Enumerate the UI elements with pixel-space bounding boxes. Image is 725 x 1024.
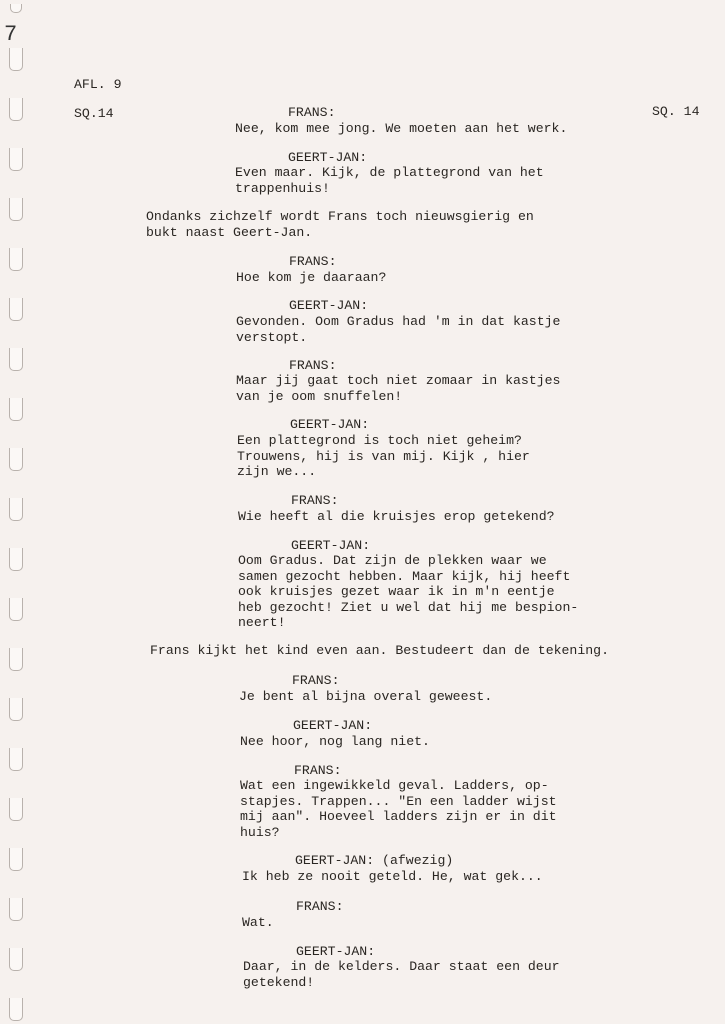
speaker-name: FRANS: bbox=[289, 358, 337, 373]
speaker-name: GEERT-JAN: (afwezig) bbox=[295, 853, 454, 868]
binder-hole bbox=[9, 948, 23, 971]
dialogue-line: Maar jij gaat toch niet zomaar in kastjes van je oom snuffelen! bbox=[236, 373, 561, 404]
binder-hole bbox=[9, 498, 23, 521]
binder-hole bbox=[9, 148, 23, 171]
binder-hole bbox=[9, 398, 23, 421]
speaker-name: FRANS: bbox=[288, 105, 336, 120]
speaker-name: FRANS: bbox=[296, 899, 344, 914]
speaker-name: GEERT-JAN: bbox=[290, 417, 370, 432]
binder-hole bbox=[9, 48, 23, 71]
dialogue-line: Nee, kom mee jong. We moeten aan het werk. bbox=[235, 121, 568, 136]
binder-hole bbox=[9, 98, 23, 121]
speaker-name: GEERT-JAN: bbox=[293, 718, 373, 733]
binder-hole bbox=[9, 448, 23, 471]
binder-hole bbox=[9, 998, 23, 1021]
binder-hole bbox=[10, 4, 22, 13]
dialogue-line: Een plattegrond is toch niet geheim? Trouwens, hij is van mij. Kijk , hier zijn we... bbox=[237, 433, 530, 479]
dialogue-line: Wat. bbox=[242, 915, 274, 930]
binder-hole bbox=[9, 248, 23, 271]
dialogue-line: Daar, in de kelders. Daar staat een deur getekend! bbox=[243, 959, 560, 990]
speaker-name: FRANS: bbox=[289, 254, 337, 269]
speaker-name: FRANS: bbox=[291, 493, 339, 508]
binder-hole bbox=[9, 698, 23, 721]
binder-hole bbox=[9, 898, 23, 921]
dialogue-line: Even maar. Kijk, de plattegrond van het trappenhuis! bbox=[235, 165, 544, 196]
speaker-name: FRANS: bbox=[292, 673, 340, 688]
dialogue-line: Wie heeft al die kruisjes erop getekend? bbox=[238, 509, 555, 524]
dialogue-line: Gevonden. Oom Gradus had 'm in dat kastje verstopt. bbox=[236, 314, 561, 345]
action-line: Frans kijkt het kind even aan. Bestudeert dan de tekening. bbox=[150, 643, 609, 658]
sequence-label-left: SQ.14 bbox=[74, 106, 114, 121]
sequence-label-right: SQ. 14 bbox=[652, 104, 700, 119]
dialogue-line: Nee hoor, nog lang niet. bbox=[240, 734, 430, 749]
dialogue-line: Hoe kom je daaraan? bbox=[236, 270, 387, 285]
dialogue-line: Ik heb ze nooit geteld. He, wat gek... bbox=[242, 869, 543, 884]
episode-label: AFL. 9 bbox=[74, 77, 122, 92]
action-line: Ondanks zichzelf wordt Frans toch nieuwsgierig en bukt naast Geert-Jan. bbox=[146, 209, 534, 240]
speaker-name: FRANS: bbox=[294, 763, 342, 778]
dialogue-line: Wat een ingewikkeld geval. Ladders, op- stapjes. Trappen... "En een ladder wijst mij aan". Hoeveel ladders zijn er in dit huis? bbox=[240, 778, 557, 840]
binder-holes bbox=[0, 0, 30, 1024]
binder-hole bbox=[9, 198, 23, 221]
binder-hole bbox=[9, 348, 23, 371]
speaker-name: GEERT-JAN: bbox=[289, 298, 369, 313]
binder-hole bbox=[9, 548, 23, 571]
binder-hole bbox=[9, 648, 23, 671]
dialogue-line: Oom Gradus. Dat zijn de plekken waar we samen gezocht hebben. Maar kijk, hij heeft ook kruisjes gezet waar ik in m'n eentje heb gezocht! Ziet u wel dat hij me bespion- neert! bbox=[238, 553, 579, 630]
speaker-name: GEERT-JAN: bbox=[296, 944, 376, 959]
binder-hole bbox=[9, 298, 23, 321]
binder-hole bbox=[9, 598, 23, 621]
speaker-name: GEERT-JAN: bbox=[288, 150, 368, 165]
speaker-name: GEERT-JAN: bbox=[291, 538, 371, 553]
binder-hole bbox=[9, 748, 23, 771]
corner-mark: 7 bbox=[4, 22, 18, 47]
binder-hole bbox=[9, 798, 23, 821]
binder-hole bbox=[9, 848, 23, 871]
dialogue-line: Je bent al bijna overal geweest. bbox=[239, 689, 493, 704]
